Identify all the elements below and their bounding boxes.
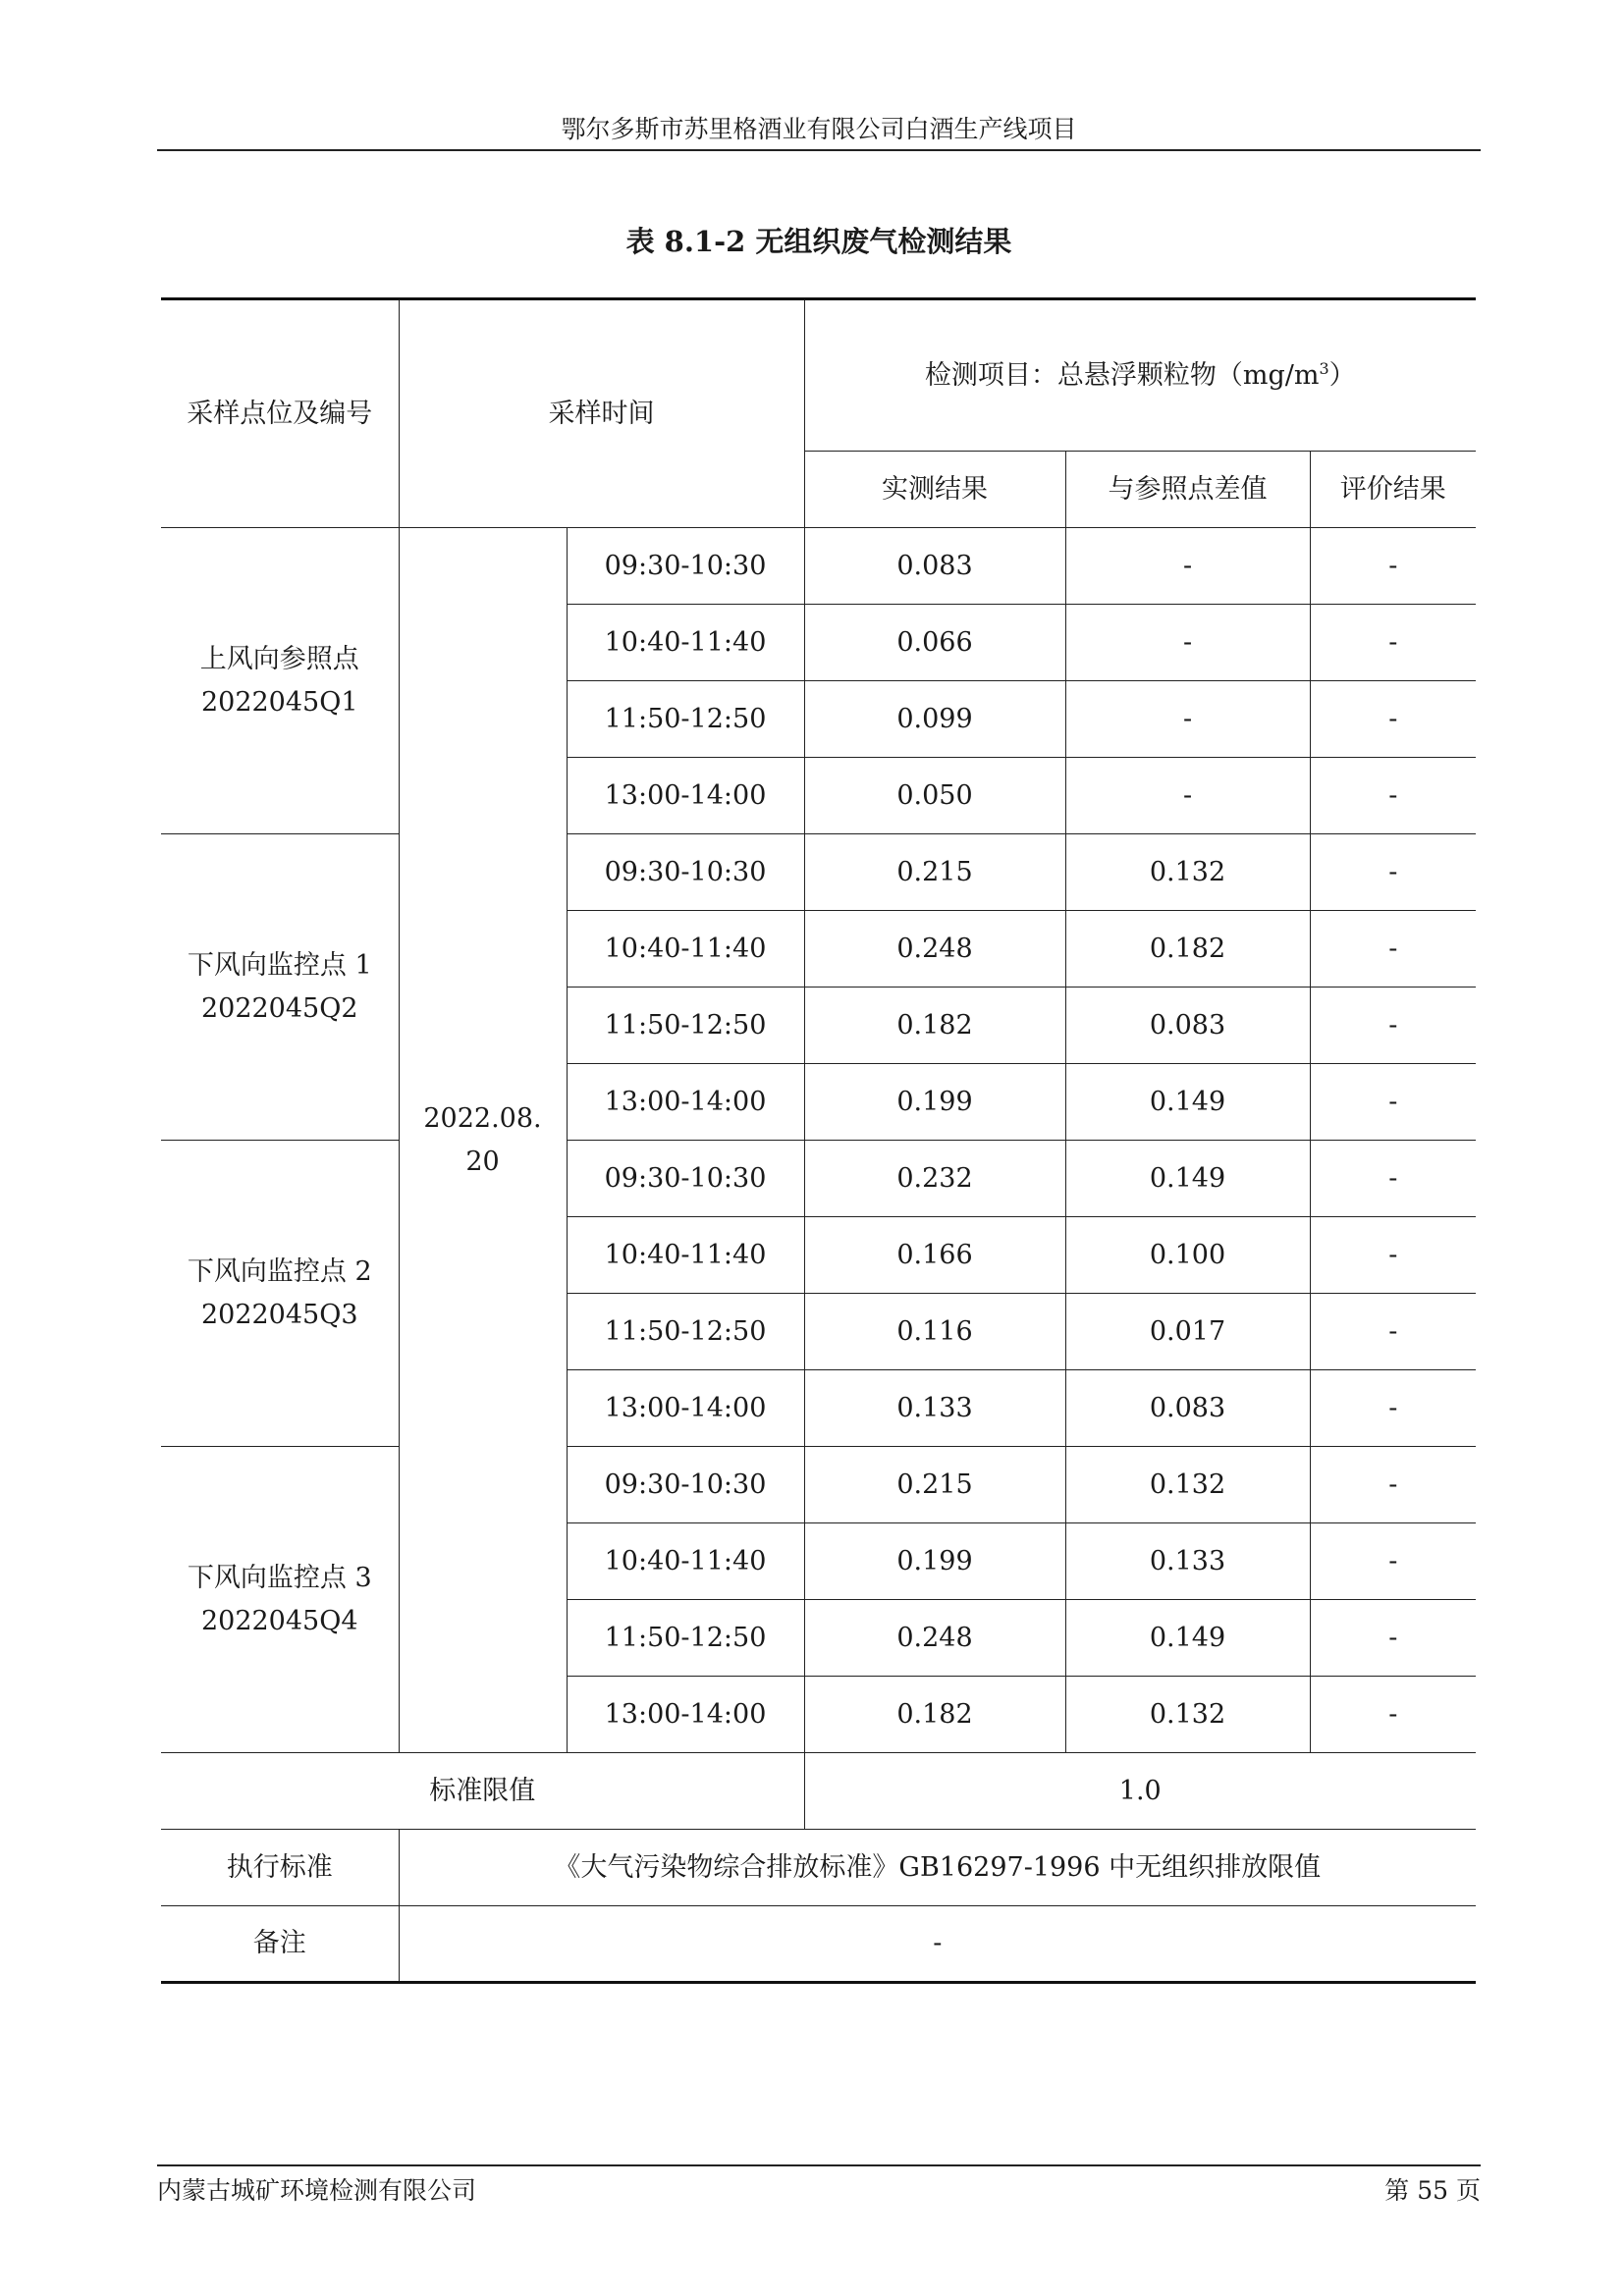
measured-cell: 0.133 [804, 1370, 1065, 1447]
limit-value: 1.0 [804, 1753, 1476, 1830]
time-cell: 10:40-11:40 [567, 1523, 804, 1600]
footer-page-number: 第 55 页 [1384, 2176, 1481, 2205]
diff-cell: - [1065, 528, 1310, 605]
table-row [161, 528, 1476, 605]
diff-cell: - [1065, 758, 1310, 834]
time-cell: 11:50-12:50 [567, 1294, 804, 1370]
eval-cell: - [1310, 1141, 1476, 1217]
eval-cell: - [1310, 681, 1476, 758]
site-code: 2022045Q2 [200, 992, 358, 1024]
item-header [804, 299, 1476, 452]
date-cell [399, 528, 567, 1753]
time-cell: 13:00-14:00 [567, 1064, 804, 1141]
limit-label: 标准限值 [161, 1753, 804, 1830]
diff-cell: 0.133 [1065, 1523, 1310, 1600]
site-cell [161, 1141, 399, 1447]
diff-cell: 0.132 [1065, 1447, 1310, 1523]
diff-cell: 0.182 [1065, 911, 1310, 988]
diff-cell: - [1065, 605, 1310, 681]
eval-cell: - [1310, 1447, 1476, 1523]
time-cell: 10:40-11:40 [567, 1217, 804, 1294]
measured-cell: 0.215 [804, 834, 1065, 911]
table-row [161, 834, 1476, 911]
measured-cell: 0.199 [804, 1064, 1065, 1141]
diff-header: 与参照点差值 [1065, 452, 1310, 528]
site-code: 2022045Q1 [200, 686, 358, 718]
page-header-title: 鄂尔多斯市苏里格酒业有限公司白酒生产线项目 [561, 115, 1077, 143]
standard-row [161, 1830, 1476, 1906]
table-row [161, 1447, 1476, 1523]
time-cell: 10:40-11:40 [567, 605, 804, 681]
site-code: 2022045Q4 [200, 1605, 358, 1636]
measured-cell: 0.066 [804, 605, 1065, 681]
table-row [161, 1141, 1476, 1217]
measured-cell: 0.199 [804, 1523, 1065, 1600]
eval-cell: - [1310, 1523, 1476, 1600]
site-code: 2022045Q3 [200, 1299, 358, 1330]
remark-label: 备注 [161, 1906, 399, 1983]
measured-cell: 0.248 [804, 1600, 1065, 1677]
eval-cell: - [1310, 528, 1476, 605]
eval-cell: - [1310, 758, 1476, 834]
site-name: 下风向监控点 3 [187, 1563, 372, 1594]
eval-cell: - [1310, 1600, 1476, 1677]
time-cell: 11:50-12:50 [567, 681, 804, 758]
date-line-1: 2022.08. [423, 1103, 542, 1135]
eval-cell: - [1310, 1064, 1476, 1141]
measured-cell: 0.215 [804, 1447, 1065, 1523]
limit-row [161, 1753, 1476, 1830]
measured-cell: 0.232 [804, 1141, 1065, 1217]
diff-cell: 0.083 [1065, 1370, 1310, 1447]
site-name: 下风向监控点 2 [187, 1256, 372, 1288]
measured-header: 实测结果 [804, 452, 1065, 528]
diff-cell: 0.132 [1065, 834, 1310, 911]
header-row-1 [161, 299, 1476, 452]
measured-cell: 0.166 [804, 1217, 1065, 1294]
time-cell: 13:00-14:00 [567, 758, 804, 834]
item-header-suffix: ） [1328, 359, 1356, 391]
measured-cell: 0.182 [804, 1677, 1065, 1753]
standard-label: 执行标准 [161, 1830, 399, 1906]
eval-cell: - [1310, 1677, 1476, 1753]
measured-cell: 0.116 [804, 1294, 1065, 1370]
diff-cell: 0.149 [1065, 1141, 1310, 1217]
diff-cell: 0.100 [1065, 1217, 1310, 1294]
results-table [161, 297, 1476, 1984]
header-rule [157, 149, 1481, 151]
time-cell: 09:30-10:30 [567, 834, 804, 911]
standard-value: 《大气污染物综合排放标准》GB16297-1996 中无组织排放限值 [399, 1830, 1476, 1906]
site-cell [161, 528, 399, 834]
time-cell: 11:50-12:50 [567, 1600, 804, 1677]
eval-cell: - [1310, 1370, 1476, 1447]
site-name: 下风向监控点 1 [187, 950, 372, 982]
eval-cell: - [1310, 1217, 1476, 1294]
measured-cell: 0.050 [804, 758, 1065, 834]
diff-cell: 0.132 [1065, 1677, 1310, 1753]
measured-cell: 0.248 [804, 911, 1065, 988]
eval-cell: - [1310, 834, 1476, 911]
measured-cell: 0.083 [804, 528, 1065, 605]
remark-row [161, 1906, 1476, 1983]
time-cell: 11:50-12:50 [567, 988, 804, 1064]
footer-company: 内蒙古城矿环境检测有限公司 [157, 2176, 477, 2205]
date-line-2: 20 [465, 1146, 500, 1177]
measured-cell: 0.099 [804, 681, 1065, 758]
remark-value: - [399, 1906, 1476, 1983]
time-cell: 10:40-11:40 [567, 911, 804, 988]
eval-cell: - [1310, 988, 1476, 1064]
eval-cell: - [1310, 911, 1476, 988]
eval-cell: - [1310, 605, 1476, 681]
site-header: 采样点位及编号 [161, 299, 399, 528]
diff-cell: 0.017 [1065, 1294, 1310, 1370]
table-title: 表 8.1-2 无组织废气检测结果 [625, 225, 1012, 258]
diff-cell: - [1065, 681, 1310, 758]
diff-cell: 0.149 [1065, 1064, 1310, 1141]
time-header: 采样时间 [399, 299, 804, 528]
eval-cell: - [1310, 1294, 1476, 1370]
time-cell: 09:30-10:30 [567, 1447, 804, 1523]
time-cell: 13:00-14:00 [567, 1370, 804, 1447]
item-header-sup: 3 [1319, 358, 1329, 378]
site-cell [161, 834, 399, 1141]
item-header-prefix: 检测项目：总悬浮颗粒物（mg/m [924, 359, 1320, 391]
time-cell: 09:30-10:30 [567, 1141, 804, 1217]
diff-cell: 0.149 [1065, 1600, 1310, 1677]
diff-cell: 0.083 [1065, 988, 1310, 1064]
measured-cell: 0.182 [804, 988, 1065, 1064]
time-cell: 13:00-14:00 [567, 1677, 804, 1753]
time-cell: 09:30-10:30 [567, 528, 804, 605]
footer-rule [157, 2164, 1481, 2166]
site-name: 上风向参照点 [199, 644, 359, 675]
eval-header: 评价结果 [1310, 452, 1476, 528]
site-cell [161, 1447, 399, 1753]
